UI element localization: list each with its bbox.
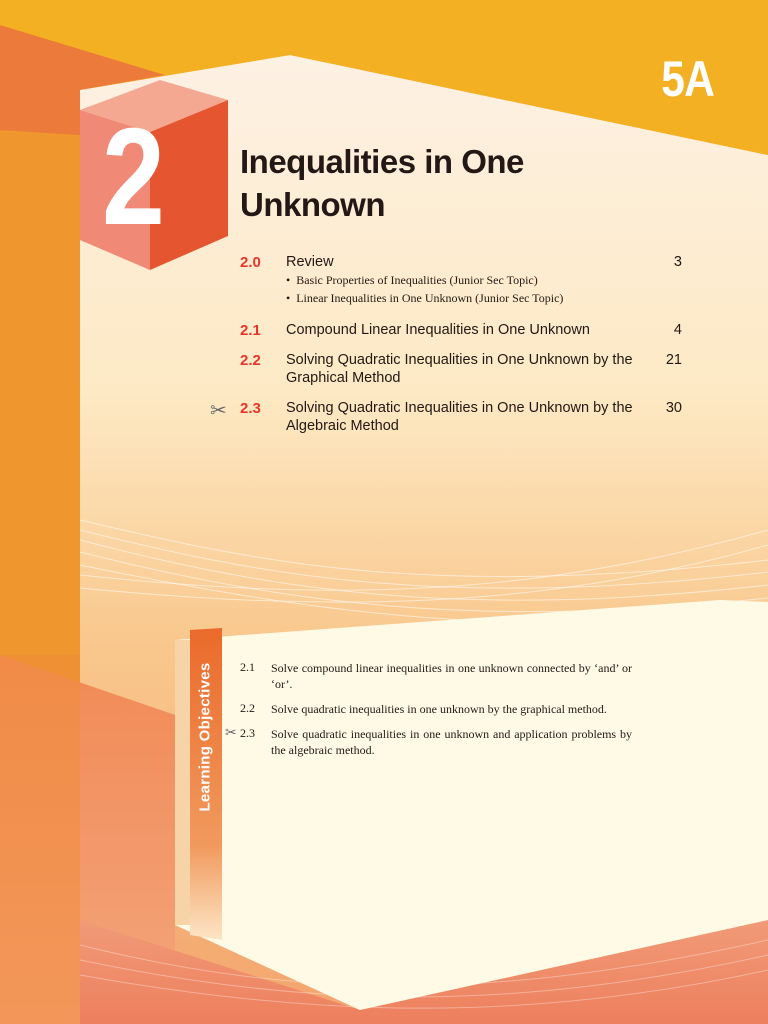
toc-section-number: 2.0 [240,254,261,271]
scissors-icon: ✂ [210,400,227,422]
toc-subitem: • Basic Properties of Inequalities (Junior Sec Topic) [286,271,636,289]
toc-section-title: Solving Quadratic Inequalities in One Unknown by the Graphical Method [286,352,633,386]
objective-item [225,724,632,758]
learning-objectives-list [225,660,632,767]
objective-text: Solve quadratic inequalities in one unknown and application problems by the algebraic method. [271,727,632,757]
toc-entry-2-2[interactable] [236,351,686,387]
learning-objectives-label: Learning Objectives [196,662,214,812]
toc-page-number: 21 [665,352,682,368]
objective-item [240,660,632,692]
learning-objectives-heading [188,652,222,822]
toc-section-title: Review [286,254,334,270]
toc-section-number: 2.3 [240,400,261,417]
objective-number: 2.3 [240,726,255,740]
table-of-contents [210,253,686,445]
objective-number: 2.2 [240,701,255,715]
toc-section-number: 2.2 [240,352,261,369]
objective-text: Solve quadratic inequalities in one unknown by the graphical method. [271,702,607,716]
chapter-title: Inequalities in One Unknown [240,143,524,223]
toc-page-number: 4 [673,322,682,338]
toc-entry-2-0[interactable] [236,253,686,307]
toc-section-title: Solving Quadratic Inequalities in One Unknown by the Algebraic Method [286,400,633,434]
objective-text: Solve compound linear inequalities in one unknown connected by ‘and’ or ‘or’. [271,661,632,691]
book-label: 5A [661,51,714,107]
objective-item [240,701,632,717]
scissors-icon: ✂ [225,724,237,740]
toc-entry-2-1[interactable] [236,321,686,339]
objective-number: 2.1 [240,660,255,674]
chapter-number: 2 [102,100,165,254]
toc-subitem: • Linear Inequalities in One Unknown (Junior Sec Topic) [286,289,636,307]
toc-page-number: 30 [665,400,682,416]
toc-section-number: 2.1 [240,322,261,339]
toc-entry-2-3[interactable] [210,399,686,435]
toc-section-title: Compound Linear Inequalities in One Unknown [286,322,590,338]
toc-page-number: 3 [673,254,682,270]
